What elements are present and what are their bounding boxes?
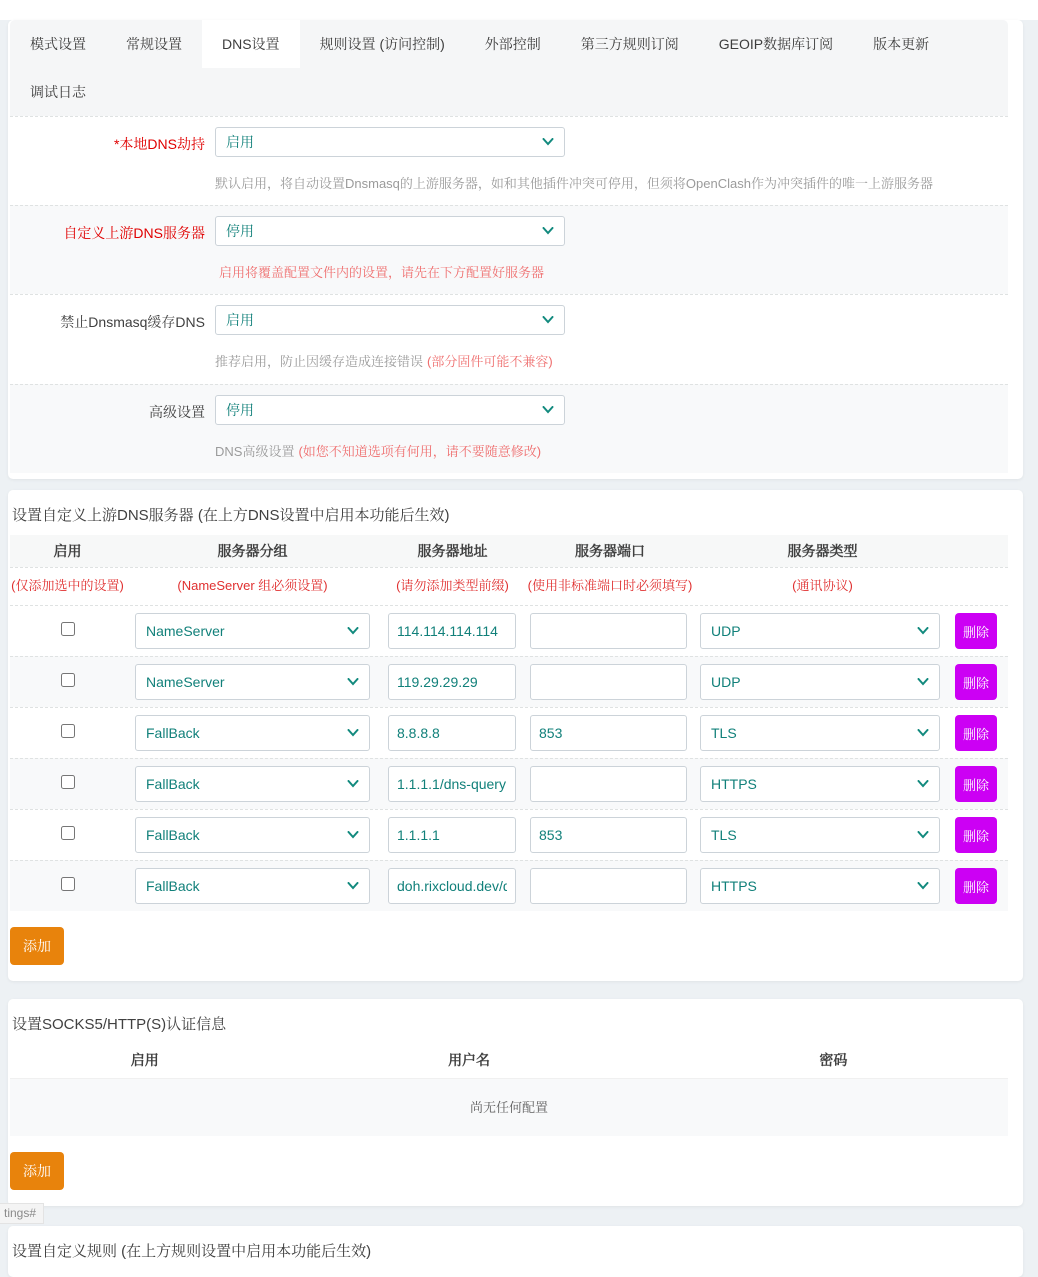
advanced-settings-label: 高级设置	[149, 403, 205, 420]
field-description: 启用将覆盖配置文件内的设置，请先在下方配置好服务器	[219, 265, 545, 281]
dns-server-row	[10, 860, 1008, 911]
tab-mode-settings[interactable]: 模式设置	[30, 36, 86, 52]
column-header-group: 服务器分组	[217, 542, 288, 559]
field-description: DNS高级设置 (如您不知道选项有何用，请不要随意修改)	[215, 443, 542, 459]
auth-card	[8, 999, 1023, 1206]
delete-server-button[interactable]: 删除	[955, 613, 997, 649]
column-header-address: 服务器地址	[417, 542, 488, 559]
server-address-input[interactable]	[388, 766, 516, 802]
delete-server-button[interactable]: 删除	[955, 715, 997, 751]
tab-geoip-subscribe[interactable]: GEOIP数据库订阅	[718, 36, 834, 52]
chevron-down-icon	[347, 780, 359, 788]
server-port-input[interactable]	[530, 613, 687, 649]
server-address-input[interactable]	[388, 613, 516, 649]
column-note-port: (使用非标准端口时必须填写)	[527, 577, 693, 593]
add-auth-button[interactable]: 添加	[10, 1152, 64, 1190]
form-row-custom-upstream-dns	[10, 205, 1008, 294]
tab-version-update[interactable]: 版本更新	[873, 36, 930, 52]
server-port-input[interactable]	[530, 868, 687, 904]
add-server-button[interactable]: 添加	[10, 927, 64, 965]
row-enable-checkbox[interactable]	[61, 673, 75, 687]
local-dns-hijack-select[interactable]	[215, 127, 565, 157]
delete-server-button[interactable]: 删除	[955, 664, 997, 700]
chevron-down-icon	[542, 316, 554, 324]
selected-value: 启用	[226, 312, 254, 329]
column-header-enable: 启用	[130, 1052, 159, 1069]
chevron-down-icon	[347, 678, 359, 686]
server-group-select[interactable]: FallBack	[135, 766, 370, 802]
form-row-local-dns-hijack	[10, 116, 1008, 205]
selected-value: 停用	[226, 401, 254, 418]
chevron-down-icon	[347, 882, 359, 890]
selected-value: 停用	[226, 223, 254, 240]
dns-server-row	[10, 758, 1008, 809]
server-type-select[interactable]: TLS	[700, 817, 940, 853]
server-group-select[interactable]: FallBack	[135, 715, 370, 751]
server-type-select[interactable]: HTTPS	[700, 766, 940, 802]
delete-server-button[interactable]: 删除	[955, 817, 997, 853]
field-description: 默认启用，将自动设置Dnsmasq的上游服务器，如和其他插件冲突可停用，但须将OpenClash作为冲突插件的唯一上游服务器	[215, 176, 933, 191]
chevron-down-icon	[347, 729, 359, 737]
auth-section-title: 设置SOCKS5/HTTP(S)认证信息	[12, 1016, 227, 1034]
chevron-down-icon	[542, 406, 554, 414]
chevron-down-icon	[542, 138, 554, 146]
server-address-input[interactable]	[388, 817, 516, 853]
custom-rules-section-title: 设置自定义规则 (在上方规则设置中启用本功能后生效)	[12, 1243, 372, 1261]
selected-value: 启用	[226, 134, 254, 150]
tab-dns-settings[interactable]: DNS设置	[202, 20, 300, 68]
tab-third-party-rules[interactable]: 第三方规则订阅	[580, 36, 679, 52]
auth-empty-row: 尚无任何配置	[10, 1079, 1008, 1136]
column-note-group: (NameServer 组必须设置)	[177, 577, 328, 593]
server-address-input[interactable]	[388, 664, 516, 700]
column-note-type: (通讯协议)	[792, 577, 853, 593]
tab-external-control[interactable]: 外部控制	[484, 36, 541, 52]
custom-rules-card	[8, 1226, 1023, 1277]
disable-dnsmasq-cache-select[interactable]	[215, 305, 565, 335]
chevron-down-icon	[917, 831, 929, 839]
header-bottom-strip	[0, 0, 1038, 20]
chevron-down-icon	[542, 227, 554, 235]
custom-upstream-dns-label: 自定义上游DNS服务器	[63, 225, 205, 242]
advanced-settings-select[interactable]	[215, 395, 565, 425]
delete-server-button[interactable]: 删除	[955, 766, 997, 802]
column-header-port: 服务器端口	[575, 542, 645, 559]
form-row-advanced-settings	[10, 384, 1008, 473]
server-group-select[interactable]: FallBack	[135, 817, 370, 853]
server-port-input[interactable]	[530, 766, 687, 802]
local-dns-hijack-label: *本地DNS劫持	[113, 136, 205, 152]
server-type-select[interactable]: UDP	[700, 613, 940, 649]
browser-status-text: tings#	[0, 1203, 44, 1224]
column-note-enable: (仅添加选中的设置)	[11, 577, 124, 593]
server-address-input[interactable]	[388, 868, 516, 904]
server-type-select[interactable]: UDP	[700, 664, 940, 700]
tab-debug-log[interactable]: 调试日志	[30, 84, 86, 100]
row-enable-checkbox[interactable]	[61, 877, 75, 891]
server-port-input[interactable]	[530, 715, 687, 751]
chevron-down-icon	[917, 882, 929, 890]
server-group-select[interactable]: NameServer	[135, 664, 370, 700]
column-header-enable: 启用	[53, 542, 82, 559]
row-enable-checkbox[interactable]	[61, 724, 75, 738]
server-port-input[interactable]	[530, 817, 687, 853]
tab-rule-settings[interactable]: 规则设置 (访问控制)	[319, 36, 445, 52]
tab-general-settings[interactable]: 常规设置	[126, 36, 182, 52]
form-row-disable-dnsmasq-cache	[10, 294, 1008, 383]
dns-server-row	[10, 605, 1008, 656]
upstream-dns-servers-card	[8, 490, 1023, 982]
server-group-select[interactable]: FallBack	[135, 868, 370, 904]
server-address-input[interactable]	[388, 715, 516, 751]
chevron-down-icon	[917, 627, 929, 635]
dns-table-header	[10, 535, 1008, 567]
server-type-select[interactable]: TLS	[700, 715, 940, 751]
row-enable-checkbox[interactable]	[61, 775, 75, 789]
dns-settings-card	[8, 20, 1023, 479]
chevron-down-icon	[347, 627, 359, 635]
upstream-dns-section-title: 设置自定义上游DNS服务器 (在上方DNS设置中启用本功能后生效)	[12, 506, 450, 524]
auth-table-header	[10, 1044, 1008, 1079]
row-enable-checkbox[interactable]	[61, 826, 75, 840]
field-description: 推荐启用，防止因缓存造成连接错误 (部分固件可能不兼容)	[215, 354, 553, 370]
disable-dnsmasq-cache-label: 禁止Dnsmasq缓存DNS	[60, 314, 205, 331]
dns-table-header-notes	[10, 567, 1008, 606]
column-note-address: (请勿添加类型前缀)	[396, 577, 509, 593]
server-port-input[interactable]	[530, 664, 687, 700]
chevron-down-icon	[347, 831, 359, 839]
chevron-down-icon	[917, 678, 929, 686]
chevron-down-icon	[917, 780, 929, 788]
server-type-select[interactable]: HTTPS	[700, 868, 940, 904]
dns-server-row	[10, 809, 1008, 860]
server-group-select[interactable]: NameServer	[135, 613, 370, 649]
column-header-password: 密码	[819, 1052, 848, 1069]
dns-server-row	[10, 707, 1008, 758]
dns-server-row	[10, 656, 1008, 707]
custom-upstream-dns-select[interactable]	[215, 216, 565, 246]
row-enable-checkbox[interactable]	[61, 622, 75, 636]
column-header-username: 用户名	[448, 1052, 491, 1069]
settings-tabbar	[10, 20, 1008, 116]
column-header-type: 服务器类型	[787, 542, 858, 559]
delete-server-button[interactable]: 删除	[955, 868, 997, 904]
chevron-down-icon	[917, 729, 929, 737]
